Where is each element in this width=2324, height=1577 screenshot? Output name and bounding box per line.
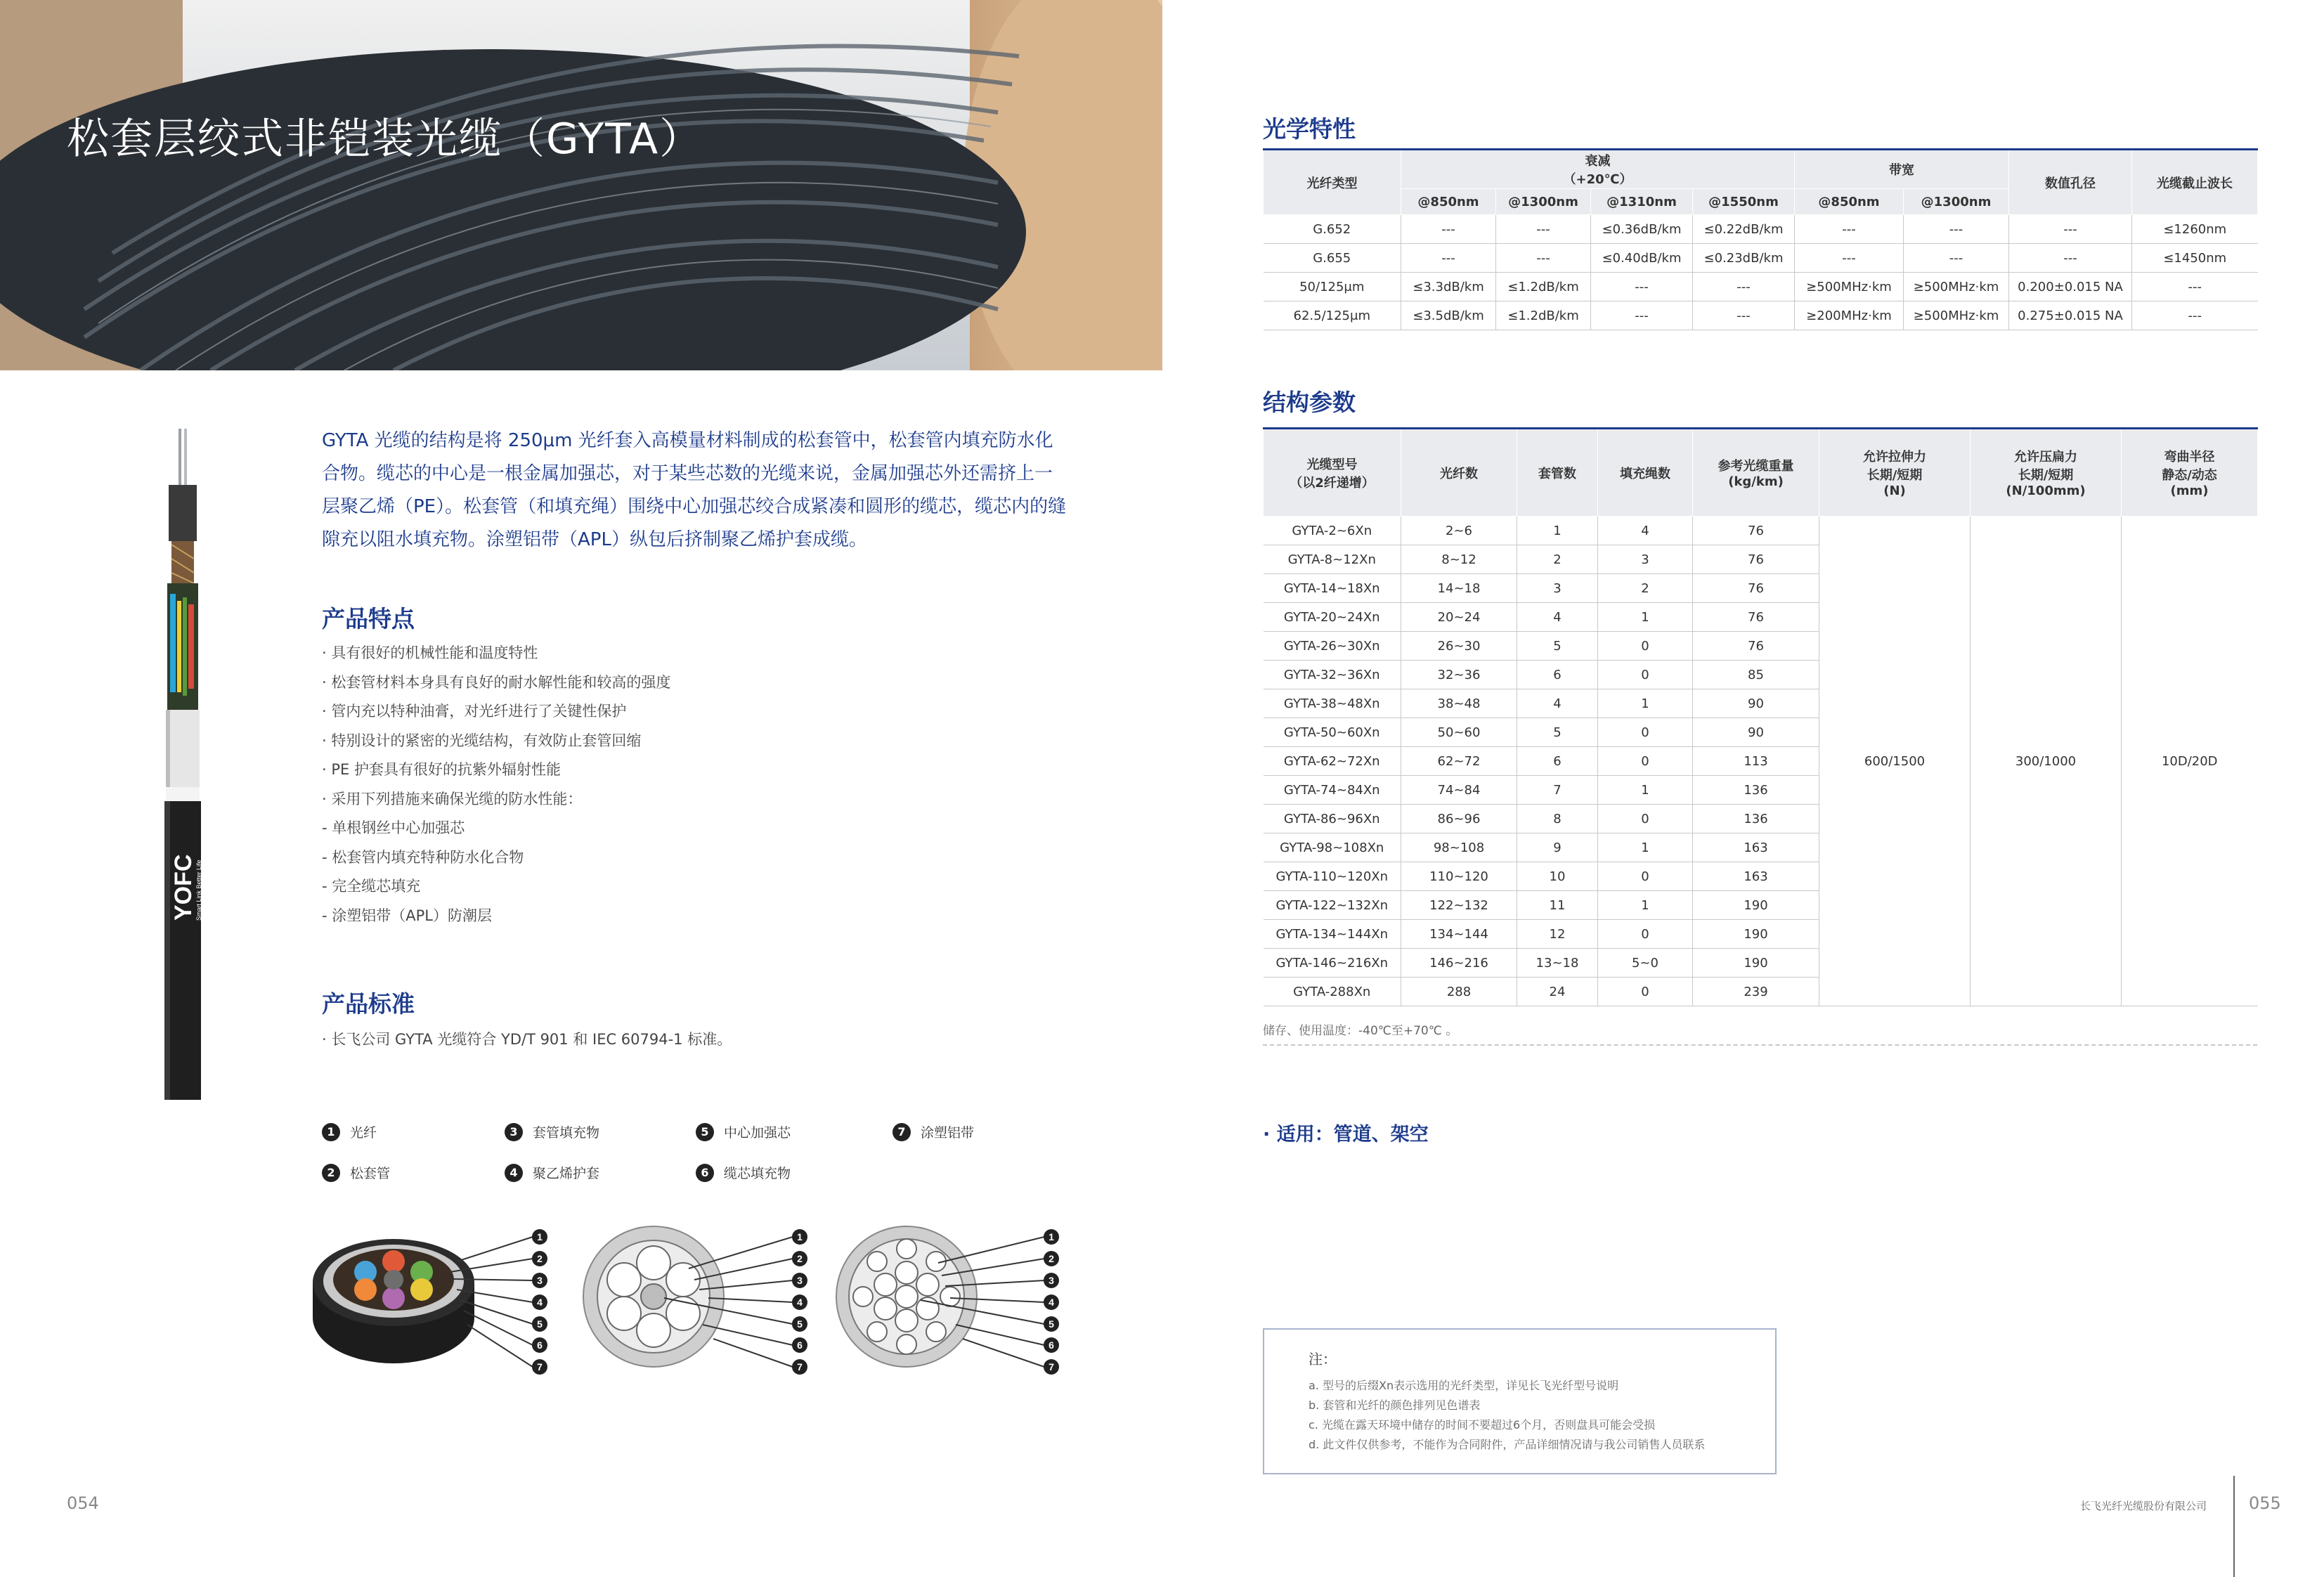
table-cell: ---: [1795, 244, 1904, 273]
callout-number: 3: [797, 1275, 803, 1286]
col-header-crush: 允许压扁力 长期/短期 (N/100mm): [1971, 429, 2122, 517]
page-title: 松套层绞式非铠装光缆（GYTA）: [67, 115, 703, 164]
callout-number: 5: [1049, 1318, 1054, 1330]
col-header-tube-count: 套管数: [1517, 429, 1598, 517]
table-cell: GYTA-62~72Xn: [1264, 747, 1401, 776]
optical-row: [1264, 301, 2258, 330]
table-cell: 136: [1693, 776, 1819, 805]
legend-item-5: [696, 1122, 791, 1141]
table-cell: 0: [1598, 805, 1693, 833]
table-cell: 3: [1517, 574, 1598, 603]
table-cell: GYTA-86~96Xn: [1264, 805, 1401, 833]
table-cell: 76: [1693, 603, 1819, 632]
table-cell: GYTA-288Xn: [1264, 978, 1401, 1006]
callout-number: 5: [537, 1318, 543, 1330]
features-list: [322, 639, 814, 930]
attenuation-sub: （+20℃）: [1563, 172, 1632, 187]
col-header-att-1550: @1550nm: [1693, 189, 1795, 215]
table-cell: ≤0.36dB/km: [1591, 215, 1693, 244]
legend-number: 6: [696, 1164, 714, 1182]
callout-group-1: [532, 1229, 547, 1375]
table-cell: 2~6: [1401, 517, 1517, 545]
note-item: c. 光缆在露天环境中储存的时间不要超过6个月，否则盘具可能会受损: [1309, 1418, 1656, 1432]
table-cell: GYTA-134~144Xn: [1264, 920, 1401, 949]
table-cell: 14~18: [1401, 574, 1517, 603]
table-cell: 38~48: [1401, 689, 1517, 718]
table-cell: ---: [2009, 244, 2132, 273]
table-cell: 134~144: [1401, 920, 1517, 949]
callout-number: 4: [797, 1297, 803, 1308]
storage-temperature: 储存、使用温度：-40℃至+70℃ 。: [1263, 1024, 1458, 1038]
table-cell: GYTA-74~84Xn: [1264, 776, 1401, 805]
col-header-fiber-type: 光纤类型: [1264, 150, 1401, 215]
hero-image: [0, 0, 1162, 370]
legend-label: 涂塑铝带: [921, 1125, 975, 1141]
table-cell: ---: [1496, 215, 1591, 244]
table-cell: 288: [1401, 978, 1517, 1006]
table-cell: 190: [1693, 949, 1819, 978]
legend-label: 光纤: [350, 1125, 377, 1141]
table-cell: ≤0.23dB/km: [1693, 244, 1795, 273]
table-cell: 13~18: [1517, 949, 1598, 978]
merged-tensile-cell: 600/1500: [1819, 517, 1971, 1006]
feature-item: - 涂塑铝带（APL）防潮层: [322, 907, 492, 924]
table-cell: 10: [1517, 862, 1598, 891]
table-cell: 32~36: [1401, 661, 1517, 689]
callout-number: 5: [797, 1318, 803, 1330]
callout-number: 6: [537, 1339, 543, 1351]
table-cell: 190: [1693, 920, 1819, 949]
legend-label: 松套管: [350, 1166, 391, 1181]
table-cell: ---: [2009, 215, 2132, 244]
table-cell: ---: [1693, 273, 1795, 301]
table-cell: GYTA-26~30Xn: [1264, 632, 1401, 661]
callout-number: 3: [537, 1275, 543, 1286]
table-cell: 0: [1598, 978, 1693, 1006]
note-item: d. 此文件仅供参考，不能作为合同附件，产品详细情况请与我公司销售人员联系: [1309, 1438, 1706, 1451]
table-cell: 0: [1598, 920, 1693, 949]
feature-item: · 具有很好的机械性能和温度特性: [322, 644, 538, 661]
standard-text: · 长飞公司 GYTA 光缆符合 YD/T 901 和 IEC 60794-1 标准。: [322, 1031, 732, 1048]
legend-item-1: [322, 1122, 377, 1141]
table-cell: ≥500MHz·km: [1904, 273, 2009, 301]
cable-brand-label: YOFC: [170, 854, 197, 921]
col-header-fiber-count: 光纤数: [1401, 429, 1517, 517]
table-cell: ≤1.2dB/km: [1496, 273, 1591, 301]
legend-item-3: [505, 1122, 599, 1141]
table-cell: 8~12: [1401, 545, 1517, 574]
table-cell: ≤1260nm: [2132, 215, 2258, 244]
company-name: 长飞光纤光缆股份有限公司: [2080, 1500, 2207, 1512]
callout-number: 2: [1049, 1253, 1054, 1264]
table-cell: 50/125μm: [1264, 273, 1401, 301]
table-cell: 0: [1598, 661, 1693, 689]
table-cell: 1: [1598, 776, 1693, 805]
callout-number: 4: [537, 1297, 543, 1308]
table-cell: 190: [1693, 891, 1819, 920]
col-header-model: 光缆型号 （以2纤递增）: [1264, 429, 1401, 517]
table-cell: ---: [1693, 301, 1795, 330]
cross-section-diagrams: [309, 1219, 1103, 1381]
table-cell: 7: [1517, 776, 1598, 805]
feature-item: · 松套管材料本身具有良好的耐水解性能和较高的强度: [322, 673, 671, 691]
table-cell: 1: [1598, 603, 1693, 632]
feature-item: · 管内充以特种油膏，对光纤进行了关键性保护: [322, 703, 627, 720]
table-cell: 98~108: [1401, 833, 1517, 862]
table-cell: 12: [1517, 920, 1598, 949]
feature-item: - 完全缆芯填充: [322, 878, 421, 895]
table-cell: GYTA-146~216Xn: [1264, 949, 1401, 978]
cable-3d-section: [313, 1239, 474, 1363]
table-cell: ---: [1591, 301, 1693, 330]
table-cell: ≥200MHz·km: [1795, 301, 1904, 330]
table-cell: 122~132: [1401, 891, 1517, 920]
table-cell: ---: [1904, 244, 2009, 273]
table-cell: 1: [1598, 689, 1693, 718]
callout-number: 7: [1049, 1361, 1054, 1372]
note-item: a. 型号的后缀Xn表示选用的光纤类型，详见长飞光纤型号说明: [1309, 1379, 1619, 1392]
table-cell: 4: [1517, 603, 1598, 632]
table-cell: GYTA-50~60Xn: [1264, 718, 1401, 747]
table-cell: 0: [1598, 862, 1693, 891]
notes-list: [1309, 1376, 1705, 1455]
legend-number: 2: [322, 1164, 340, 1182]
table-cell: 4: [1598, 517, 1693, 545]
feature-item: · 采用下列措施来确保光缆的防水性能：: [322, 790, 583, 807]
cable-cross-section-b: [836, 1226, 977, 1367]
col-header-bend: 弯曲半径 静态/动态 (mm): [2122, 429, 2258, 517]
table-cell: 26~30: [1401, 632, 1517, 661]
col-header-filler-count: 填充绳数: [1598, 429, 1693, 517]
table-cell: ---: [1795, 215, 1904, 244]
callout-number: 2: [797, 1253, 803, 1264]
col-header-attenuation: 衰减 （+20℃）: [1401, 150, 1795, 189]
table-cell: 20~24: [1401, 603, 1517, 632]
feature-item: - 松套管内填充特种防水化合物: [322, 848, 524, 866]
table-cell: 1: [1598, 833, 1693, 862]
table-cell: 76: [1693, 545, 1819, 574]
optical-table: [1263, 148, 2258, 330]
table-cell: GYTA-8~12Xn: [1264, 545, 1401, 574]
legend-number: 1: [322, 1123, 340, 1141]
legend-number: 7: [892, 1123, 911, 1141]
table-cell: 76: [1693, 632, 1819, 661]
table-cell: ---: [1904, 215, 2009, 244]
notes-title: 注：: [1309, 1351, 1337, 1368]
table-cell: G.655: [1264, 244, 1401, 273]
callout-group-3: [1044, 1229, 1059, 1375]
cable-cross-section-a: [583, 1226, 724, 1367]
cable-slogan-label: Smart Link Better Life: [195, 859, 202, 921]
table-cell: 136: [1693, 805, 1819, 833]
table-cell: GYTA-2~6Xn: [1264, 517, 1401, 545]
table-cell: 4: [1517, 689, 1598, 718]
page-number-left: 054: [67, 1493, 99, 1513]
callout-number: 7: [537, 1361, 543, 1372]
table-cell: 62.5/125μm: [1264, 301, 1401, 330]
table-cell: 1: [1517, 517, 1598, 545]
legend-item-4: [505, 1163, 599, 1182]
table-cell: 3: [1598, 545, 1693, 574]
table-cell: 2: [1598, 574, 1693, 603]
table-cell: GYTA-14~18Xn: [1264, 574, 1401, 603]
table-cell: ≤1450nm: [2132, 244, 2258, 273]
table-cell: GYTA-122~132Xn: [1264, 891, 1401, 920]
features-title: 产品特点: [322, 605, 415, 632]
col-header-tensile: 允许拉伸力 长期/短期 (N): [1819, 429, 1971, 517]
standard-list: [322, 1025, 814, 1055]
callout-number: 1: [797, 1231, 803, 1242]
table-cell: ---: [1496, 244, 1591, 273]
optical-row: [1264, 215, 2258, 244]
struct-title: 结构参数: [1263, 389, 1356, 416]
divider: [1263, 1044, 2257, 1046]
table-cell: 62~72: [1401, 747, 1517, 776]
col-header-weight: 参考光缆重量 (kg/km): [1693, 429, 1819, 517]
callout-number: 3: [1049, 1275, 1054, 1286]
cable-reel-photo: [0, 0, 1162, 370]
legend-label: 中心加强芯: [724, 1125, 791, 1141]
feature-item: · 特别设计的紧密的光缆结构，有效防止套管回缩: [322, 732, 642, 749]
callout-number: 1: [1049, 1231, 1054, 1242]
table-cell: ≤0.40dB/km: [1591, 244, 1693, 273]
table-cell: 0.275±0.015 NA: [2009, 301, 2132, 330]
standard-title: 产品标准: [322, 990, 415, 1018]
table-cell: 239: [1693, 978, 1819, 1006]
table-cell: GYTA-98~108Xn: [1264, 833, 1401, 862]
legend-item-2: [322, 1163, 390, 1182]
table-cell: GYTA-38~48Xn: [1264, 689, 1401, 718]
cable-structure-illustration: [141, 429, 225, 1103]
table-cell: 5~0: [1598, 949, 1693, 978]
structure-table: [1263, 427, 2258, 1006]
col-header-bw-1300: @1300nm: [1904, 189, 2009, 215]
col-header-bandwidth: 带宽: [1795, 150, 2009, 189]
table-cell: ≤3.5dB/km: [1401, 301, 1496, 330]
table-cell: 1: [1598, 891, 1693, 920]
legend-number: 3: [505, 1123, 523, 1141]
table-cell: 146~216: [1401, 949, 1517, 978]
callout-number: 6: [797, 1339, 803, 1351]
table-cell: 50~60: [1401, 718, 1517, 747]
table-cell: ---: [1401, 215, 1496, 244]
table-cell: ≤0.22dB/km: [1693, 215, 1795, 244]
legend-item-7: [892, 1122, 974, 1141]
table-cell: ---: [2132, 301, 2258, 330]
structure-row: [1264, 517, 2258, 545]
merged-bend-cell: 10D/20D: [2122, 517, 2258, 1006]
col-header-att-1300: @1300nm: [1496, 189, 1591, 215]
application-text: · 适用：管道、架空: [1263, 1124, 1429, 1146]
callout-group-2: [792, 1229, 807, 1375]
table-cell: 85: [1693, 661, 1819, 689]
table-cell: 76: [1693, 517, 1819, 545]
table-cell: 86~96: [1401, 805, 1517, 833]
legend-label: 套管填充物: [533, 1125, 600, 1141]
callout-number: 4: [1049, 1297, 1054, 1308]
table-cell: 24: [1517, 978, 1598, 1006]
table-cell: ≥500MHz·km: [1795, 273, 1904, 301]
table-cell: ---: [2132, 273, 2258, 301]
table-cell: ≤1.2dB/km: [1496, 301, 1591, 330]
legend-label: 缆芯填充物: [724, 1166, 791, 1181]
table-cell: 90: [1693, 718, 1819, 747]
table-cell: 0: [1598, 632, 1693, 661]
table-cell: 90: [1693, 689, 1819, 718]
table-cell: 0: [1598, 718, 1693, 747]
callout-number: 1: [537, 1231, 543, 1242]
table-cell: ---: [1591, 273, 1693, 301]
table-cell: 74~84: [1401, 776, 1517, 805]
page-number-right: 055: [2249, 1493, 2281, 1513]
legend-number: 4: [505, 1164, 523, 1182]
legend-number: 5: [696, 1123, 714, 1141]
table-cell: 0: [1598, 747, 1693, 776]
table-cell: 5: [1517, 632, 1598, 661]
col-header-att-850: @850nm: [1401, 189, 1496, 215]
legend-item-6: [696, 1163, 791, 1182]
table-cell: 11: [1517, 891, 1598, 920]
col-header-cutoff: 光缆截止波长: [2132, 150, 2258, 215]
table-cell: 76: [1693, 574, 1819, 603]
merged-crush-cell: 300/1000: [1971, 517, 2122, 1006]
footer-rule: [2233, 1476, 2235, 1577]
table-cell: 110~120: [1401, 862, 1517, 891]
feature-item: - 单根钢丝中心加强芯: [322, 819, 465, 836]
feature-item: · PE 护套具有很好的抗紫外辐射性能: [322, 761, 561, 778]
optical-title: 光学特性: [1263, 115, 1356, 143]
table-cell: 6: [1517, 661, 1598, 689]
table-cell: 8: [1517, 805, 1598, 833]
col-header-na: 数值孔径: [2009, 150, 2132, 215]
table-cell: GYTA-20~24Xn: [1264, 603, 1401, 632]
legend-label: 聚乙烯护套: [533, 1166, 600, 1181]
intro-paragraph: GYTA 光缆的结构是将 250μm 光纤套入高模量材料制成的松套管中，松套管内填充防水化合物。缆芯的中心是一根金属加强芯，对于某些芯数的光缆来说，金属加强芯外还需挤上一层聚乙烯（PE）。松套管（和填充绳）围绕中心加强芯绞合成紧凑和圆形的缆芯，缆芯内的缝隙充以阻水填充物。涂塑铝带（APL）纵包后挤制聚乙烯护套成缆。: [322, 430, 1067, 550]
table-cell: GYTA-110~120Xn: [1264, 862, 1401, 891]
col-header-att-1310: @1310nm: [1591, 189, 1693, 215]
optical-row: [1264, 273, 2258, 301]
table-cell: 163: [1693, 833, 1819, 862]
table-cell: 6: [1517, 747, 1598, 776]
callout-number: 7: [797, 1361, 803, 1372]
col-header-bw-850: @850nm: [1795, 189, 1904, 215]
table-cell: 113: [1693, 747, 1819, 776]
table-cell: G.652: [1264, 215, 1401, 244]
table-cell: GYTA-32~36Xn: [1264, 661, 1401, 689]
table-cell: 2: [1517, 545, 1598, 574]
table-cell: 0.200±0.015 NA: [2009, 273, 2132, 301]
table-cell: ---: [1401, 244, 1496, 273]
table-cell: 5: [1517, 718, 1598, 747]
table-cell: 9: [1517, 833, 1598, 862]
callout-number: 6: [1049, 1339, 1054, 1351]
table-cell: ≥500MHz·km: [1904, 301, 2009, 330]
callout-number: 2: [537, 1253, 543, 1264]
table-cell: 163: [1693, 862, 1819, 891]
note-item: b. 套管和光纤的颜色排列见色谱表: [1309, 1398, 1481, 1412]
optical-row: [1264, 244, 2258, 273]
table-cell: ≤3.3dB/km: [1401, 273, 1496, 301]
